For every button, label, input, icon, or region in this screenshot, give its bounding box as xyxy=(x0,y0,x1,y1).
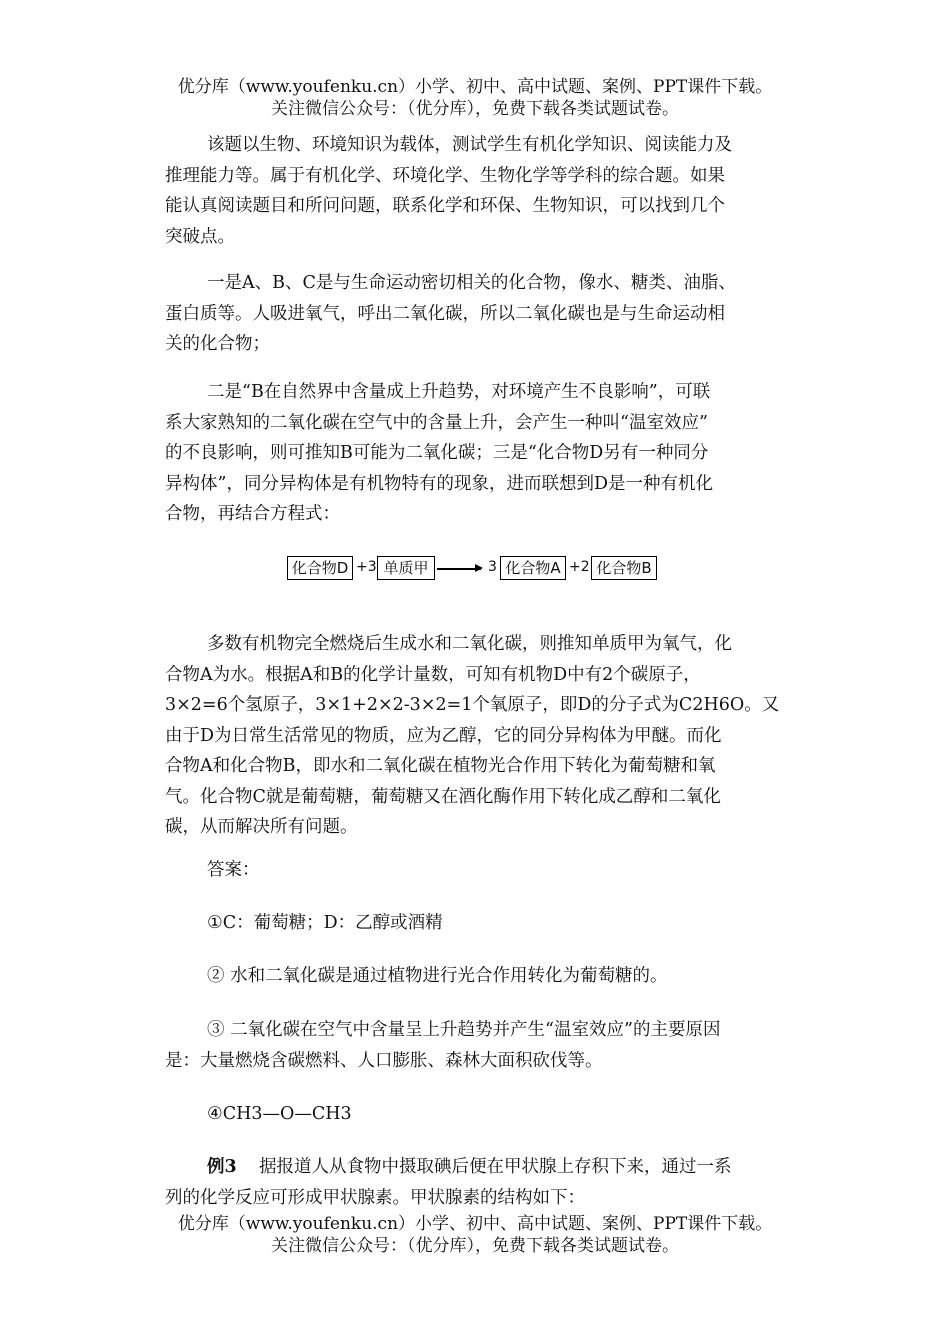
paragraph-line: 该题以生物、环境知识为载体，测试学生有机化学知识、阅读能力及 xyxy=(207,135,732,155)
paragraph-4 xyxy=(165,629,785,843)
paragraph-line: 关的化合物； xyxy=(165,334,270,354)
paragraph-line: 合物A和化合物B，即水和二氧化碳在植物光合作用下转化为葡萄糖和氧 xyxy=(165,756,716,776)
reaction-arrow xyxy=(437,568,481,570)
answer-4-text: ④CH3—O—CH3 xyxy=(207,1104,352,1124)
paragraph-line: 是：大量燃烧含碳燃料、人口膨胀、森林大面积砍伐等。 xyxy=(165,1050,603,1071)
coefficient-plus3: +3 xyxy=(356,559,377,575)
paragraph-line: 的不良影响，则可推知B可能为二氧化碳；三是“化合物D另有一种同分 xyxy=(165,443,709,463)
header-line-2: 关注微信公众号：（优分库），免费下载各类试题试卷。 xyxy=(271,99,679,119)
element-jia-box: 单质甲 xyxy=(377,556,435,580)
footer-line-1: 优分库（www.youfenku.cn）小学、初中、高中试题、案例、PPT课件下载。 xyxy=(177,1214,773,1234)
paragraph-1 xyxy=(165,130,785,252)
answer-1-text: ①C：葡萄糖；D：乙醇或酒精 xyxy=(207,913,443,933)
paragraph-line: 异构体”，同分异构体是有机物特有的现象，进而联想到D是一种有机化 xyxy=(165,473,713,494)
paragraph-line: 由于D为日常生活常见的物质，应为乙醇，它的同分异构体为甲醚。而化 xyxy=(165,725,722,746)
paragraph-line: 合物，再结合方程式： xyxy=(165,504,340,524)
coefficient-3: 3 xyxy=(488,559,497,575)
compound-a-box: 化合物A xyxy=(500,556,566,580)
answer-3 xyxy=(165,1015,785,1076)
example-3-label: 例3 xyxy=(207,1157,237,1177)
paragraph-line: 二是“B在自然界中含量成上升趋势，对环境产生不良影响”，可联 xyxy=(207,382,711,402)
page-footer xyxy=(0,1213,950,1257)
page-header xyxy=(0,76,950,120)
answer-1 xyxy=(165,908,785,939)
answer-2 xyxy=(165,961,785,992)
paragraph-line: 多数有机物完全燃烧后生成水和二氧化碳，则推知单质甲为氧气，化 xyxy=(207,634,732,654)
paragraph-line: 蛋白质等。人吸进氧气，呼出二氧化碳，所以二氧化碳也是与生命运动相 xyxy=(165,303,725,324)
answer-label-text: 答案： xyxy=(207,860,260,880)
paragraph-line: 突破点。 xyxy=(165,226,235,247)
reaction-equation xyxy=(0,556,950,582)
coefficient-plus2: +2 xyxy=(569,559,590,575)
paragraph-2 xyxy=(165,268,785,360)
header-line-1: 优分库（www.youfenku.cn）小学、初中、高中试题、案例、PPT课件下载。 xyxy=(177,77,773,97)
paragraph-3 xyxy=(165,377,785,530)
paragraph-line: 列的化学反应可形成甲状腺素。甲状腺素的结构如下： xyxy=(165,1187,585,1208)
answer-2-text: ② 水和二氧化碳是通过植物进行光合作用转化为葡萄糖的。 xyxy=(207,966,668,986)
paragraph-line: 一是A、B、C是与生命运动密切相关的化合物，像水、糖类、油脂、 xyxy=(207,273,736,293)
answer-4 xyxy=(165,1099,785,1130)
paragraph-line: 碳，从而解决所有问题。 xyxy=(165,817,358,837)
compound-b-box: 化合物B xyxy=(591,556,657,580)
paragraph-line: 气。化合物C就是葡萄糖，葡萄糖又在酒化酶作用下转化成乙醇和二氧化 xyxy=(165,786,721,807)
example-3 xyxy=(165,1152,785,1213)
paragraph-line: 能认真阅读题目和所问问题，联系化学和环保、生物知识，可以找到几个 xyxy=(165,196,725,216)
paragraph-line: 3×2=6个氢原子，3×1+2×2-3×2=1个氧原子，即D的分子式为C2H6O。又 xyxy=(165,695,780,715)
footer-line-2: 关注微信公众号：（优分库），免费下载各类试题试卷。 xyxy=(271,1236,679,1256)
paragraph-line: 推理能力等。属于有机化学、环境化学、生物化学等学科的综合题。如果 xyxy=(165,165,725,186)
answer-label xyxy=(165,855,785,886)
example-3-line-1: 据报道人从食物中摄取碘后便在甲状腺上存积下来，通过一系 xyxy=(258,1157,732,1177)
compound-d-box: 化合物D xyxy=(287,556,353,580)
paragraph-line: ③ 二氧化碳在空气中含量呈上升趋势并产生“温室效应”的主要原因 xyxy=(207,1020,721,1040)
paragraph-line: 合物A为水。根据A和B的化学计量数，可知有机物D中有2个碳原子， xyxy=(165,664,701,685)
paragraph-line xyxy=(165,1152,785,1183)
paragraph-line: 系大家熟知的二氧化碳在空气中的含量上升，会产生一种叫“温室效应” xyxy=(165,412,708,433)
